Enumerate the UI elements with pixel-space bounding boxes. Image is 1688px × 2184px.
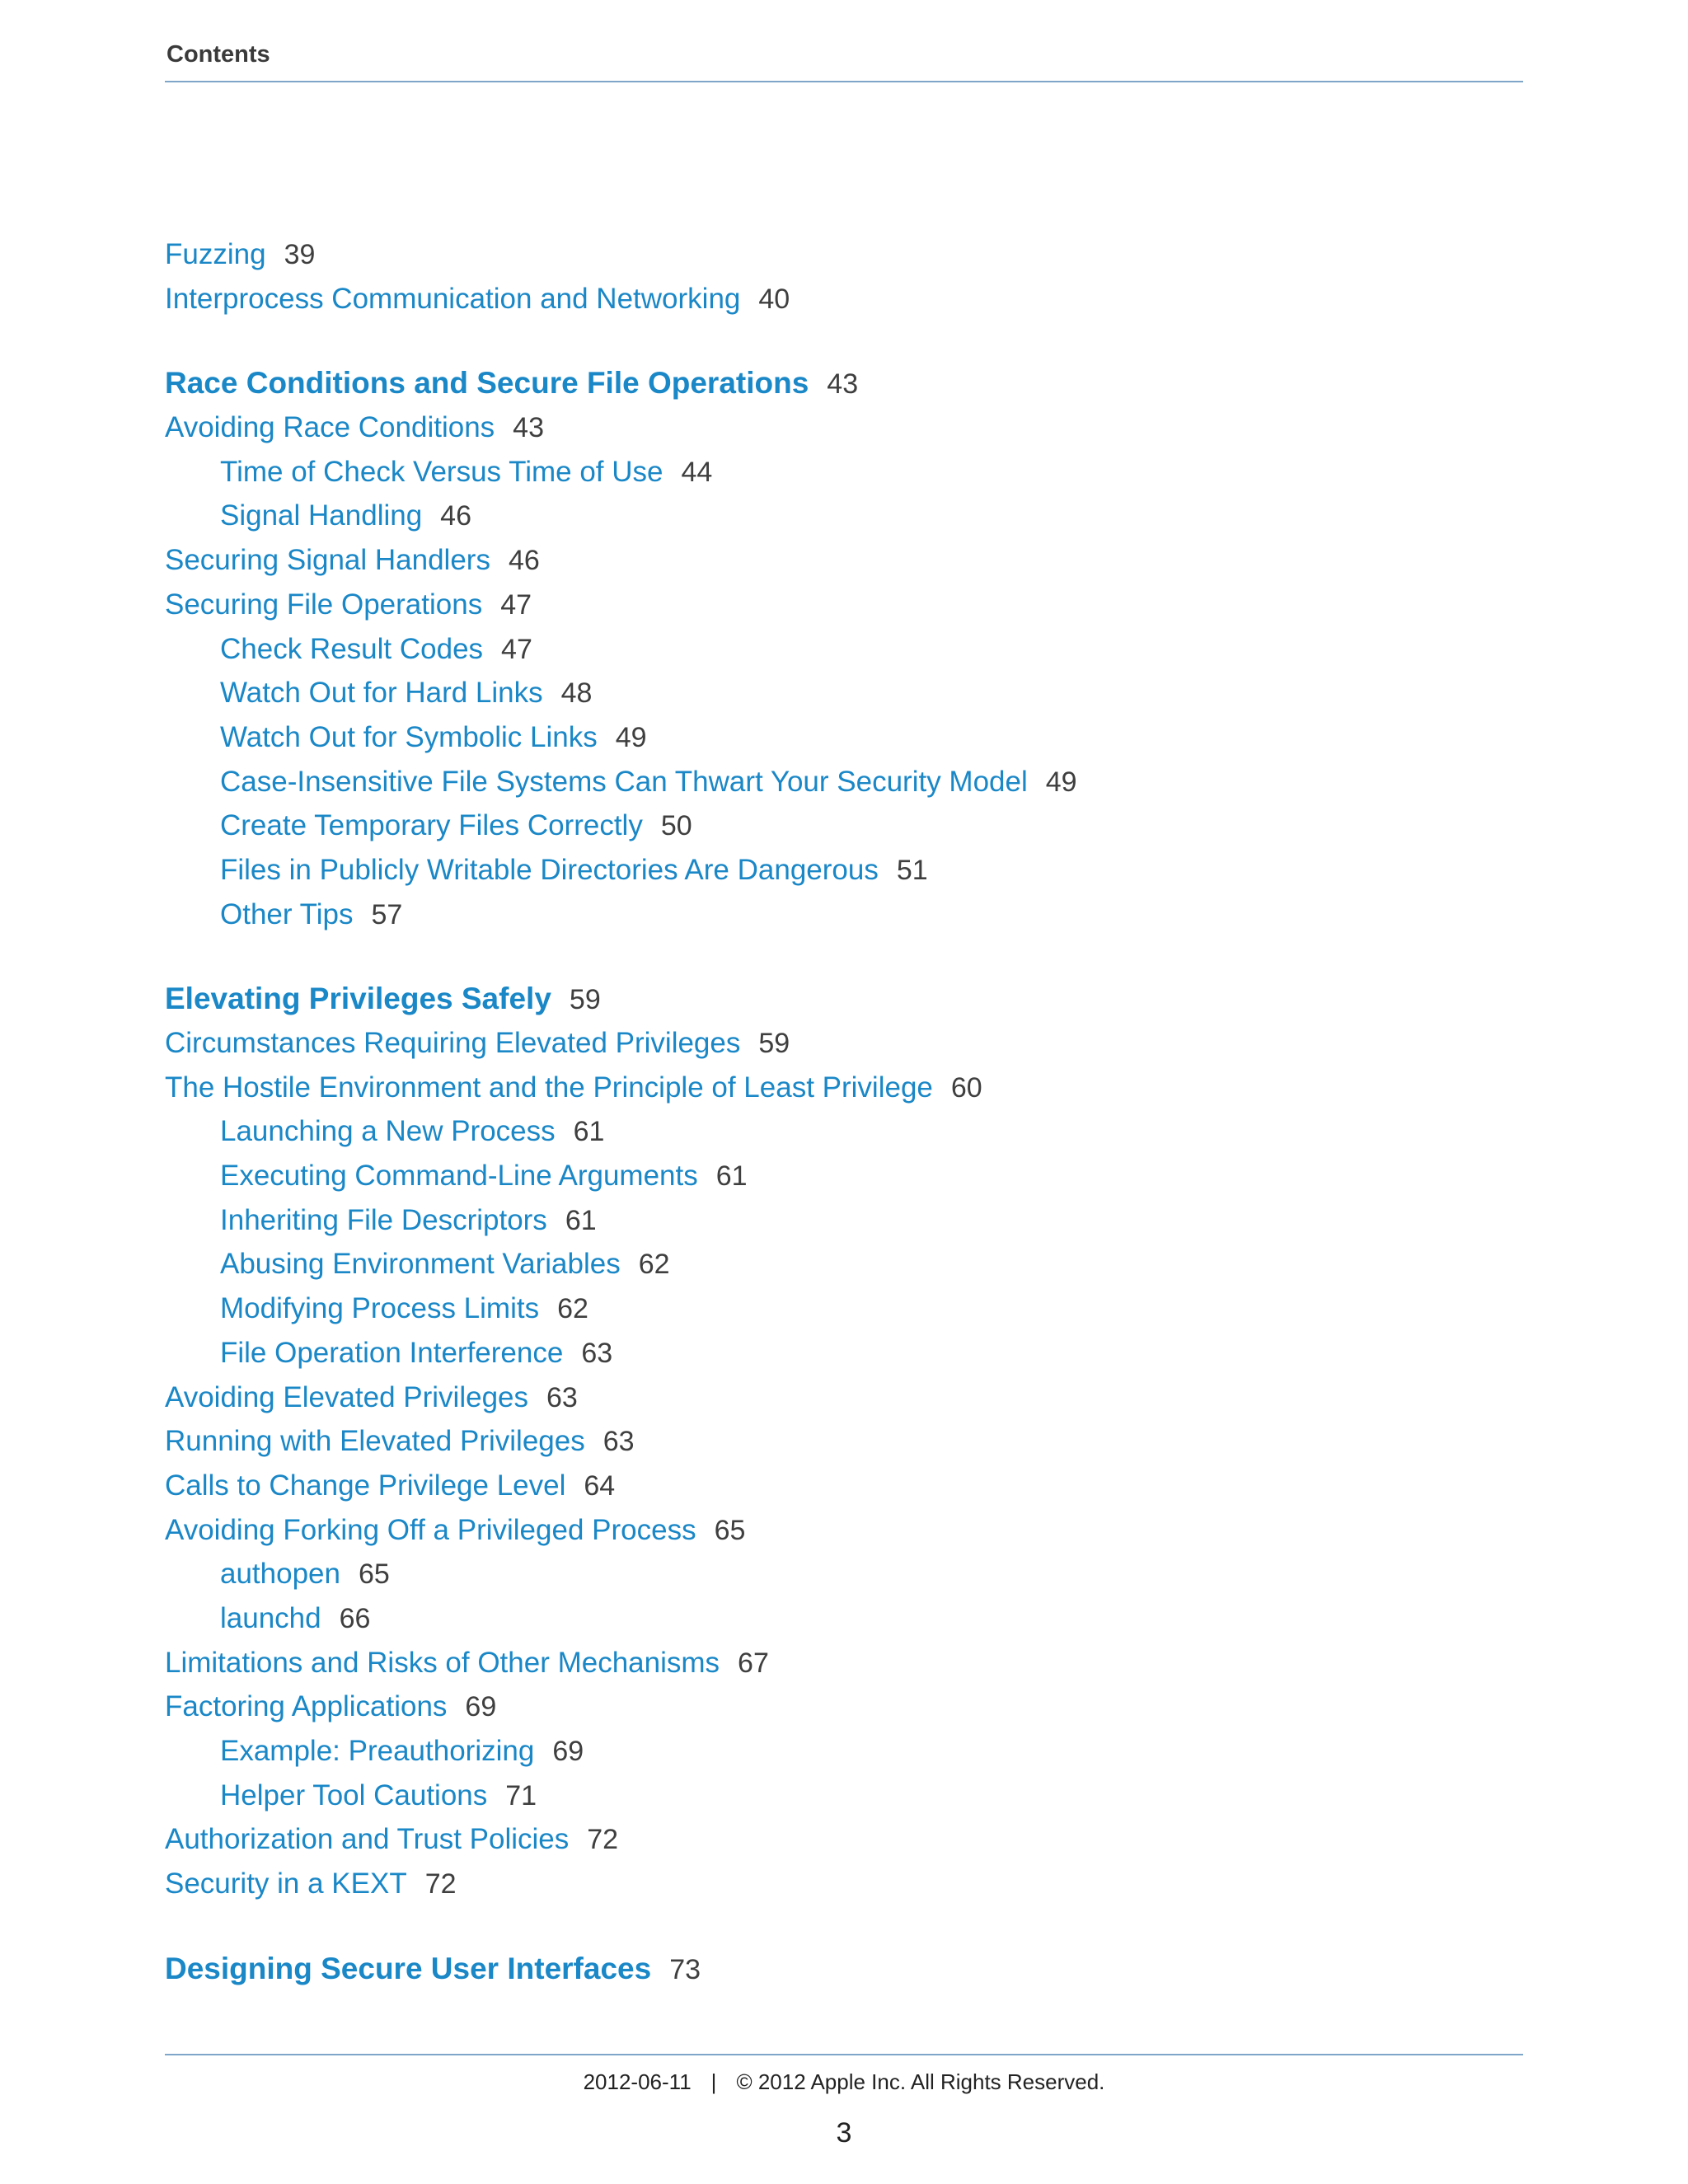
toc-entry	[165, 1242, 1523, 1286]
toc-page-number: 66	[339, 1602, 371, 1634]
toc-entry-link[interactable]: Elevating Privileges Safely	[165, 982, 551, 1016]
toc-entry-link[interactable]: Files in Publicly Writable Directories Are Dangerous	[220, 853, 879, 886]
toc-entry-link[interactable]: Race Conditions and Secure File Operations	[165, 366, 809, 401]
toc-entry-link[interactable]: Avoiding Forking Off a Privileged Process	[165, 1513, 696, 1546]
toc-entry	[165, 405, 1523, 450]
toc-entry-link[interactable]: Abusing Environment Variables	[220, 1248, 621, 1281]
toc-entry-link[interactable]: Calls to Change Privilege Level	[165, 1469, 566, 1502]
toc-page-number: 49	[615, 721, 647, 753]
toc-chapter	[165, 361, 1523, 405]
toc-entry	[165, 715, 1523, 760]
toc-entry-link[interactable]: Example: Preauthorizing	[220, 1735, 535, 1767]
toc-entry-link[interactable]: Watch Out for Symbolic Links	[220, 720, 598, 753]
footer-date: 2012-06-11	[583, 2069, 692, 2094]
toc-entry	[165, 1817, 1523, 1862]
toc-entry-link[interactable]: Watch Out for Hard Links	[220, 677, 543, 710]
toc-page-number: 50	[660, 810, 692, 842]
toc-entry-link[interactable]: Inheriting File Descriptors	[220, 1203, 547, 1236]
page-number: 3	[836, 2117, 852, 2149]
toc-entry	[165, 232, 1523, 277]
toc-entry-link[interactable]: Avoiding Elevated Privileges	[165, 1380, 529, 1413]
toc-entry	[165, 1685, 1523, 1729]
toc-entry-link[interactable]: Securing File Operations	[165, 588, 483, 621]
toc-entry	[165, 1419, 1523, 1464]
toc-entry-link[interactable]: Security in a KEXT	[165, 1868, 407, 1900]
toc-entry-link[interactable]: Other Tips	[220, 898, 354, 930]
toc-entry-link[interactable]: Designing Secure User Interfaces	[165, 1951, 652, 1985]
toc-entry	[165, 1154, 1523, 1198]
toc-entry-link[interactable]: Create Temporary Files Correctly	[220, 809, 643, 842]
toc-page-number: 65	[358, 1558, 390, 1591]
toc-entry	[165, 1508, 1523, 1553]
toc-entry	[165, 583, 1523, 627]
toc-entry-link[interactable]: Running with Elevated Privileges	[165, 1425, 585, 1458]
toc-entry	[165, 1464, 1523, 1508]
toc-entry	[165, 1641, 1523, 1685]
toc-page-number: 61	[573, 1116, 605, 1148]
toc-page-number: 64	[584, 1469, 616, 1502]
toc-entry-link[interactable]: The Hostile Environment and the Principle of Least Privilege	[165, 1071, 933, 1104]
toc-entry	[165, 804, 1523, 848]
toc-page-number: 43	[827, 368, 859, 401]
toc-entry-link[interactable]: Factoring Applications	[165, 1690, 448, 1723]
toc-chapter	[165, 1947, 1523, 1991]
toc-page-number: 71	[505, 1779, 537, 1811]
toc-entry-link[interactable]: Check Result Codes	[220, 632, 484, 665]
toc-entry	[165, 1109, 1523, 1154]
toc-page-number: 61	[565, 1204, 597, 1236]
toc-page-number: 48	[560, 677, 593, 710]
toc-page-number: 39	[284, 239, 316, 270]
toc-page-number: 59	[569, 984, 601, 1016]
toc-page-number: 73	[669, 1953, 701, 1985]
toc-entry-link[interactable]: Signal Handling	[220, 499, 423, 532]
toc-page-number: 72	[587, 1824, 619, 1856]
table-of-contents	[165, 232, 1523, 1990]
toc-entry	[165, 893, 1523, 937]
toc-entry-link[interactable]: Authorization and Trust Policies	[165, 1823, 570, 1856]
toc-entry	[165, 1198, 1523, 1243]
toc-entry-link[interactable]: Time of Check Versus Time of Use	[220, 455, 663, 488]
toc-page-number: 72	[424, 1868, 457, 1900]
toc-entry-link[interactable]: Circumstances Requiring Elevated Privileges	[165, 1027, 741, 1059]
toc-entry	[165, 1376, 1523, 1420]
toc-entry	[165, 1596, 1523, 1641]
toc-entry	[165, 1286, 1523, 1331]
toc-entry-link[interactable]: authopen	[220, 1558, 340, 1591]
toc-page-number: 47	[500, 588, 532, 621]
page-header-title: Contents	[166, 41, 270, 68]
toc-entry	[165, 848, 1523, 893]
toc-entry-link[interactable]: Executing Command-Line Arguments	[220, 1160, 698, 1193]
toc-entry-link[interactable]: Case-Insensitive File Systems Can Thwart Your Security Model	[220, 765, 1028, 798]
footer-copyright: © 2012 Apple Inc. All Rights Reserved.	[736, 2069, 1105, 2094]
toc-entry-link[interactable]: launchd	[220, 1601, 321, 1634]
toc-entry	[165, 1331, 1523, 1376]
toc-page-number: 63	[546, 1381, 578, 1413]
toc-entry	[165, 1021, 1523, 1066]
toc-entry-link[interactable]: Fuzzing	[165, 238, 266, 270]
toc-page-number: 62	[557, 1293, 588, 1325]
toc-page-number: 59	[758, 1028, 790, 1059]
toc-entry	[165, 1774, 1523, 1818]
footer-separator: |	[710, 2069, 717, 2094]
toc-entry	[165, 538, 1523, 583]
toc-entry-link[interactable]: Interprocess Communication and Networking	[165, 282, 741, 315]
toc-page-number: 43	[513, 412, 544, 444]
toc-page-number: 51	[896, 854, 928, 886]
toc-page-number: 46	[440, 500, 471, 532]
toc-entry-link[interactable]: Modifying Process Limits	[220, 1292, 540, 1325]
toc-entry	[165, 627, 1523, 672]
toc-entry	[165, 1552, 1523, 1596]
toc-entry-link[interactable]: Limitations and Risks of Other Mechanisms	[165, 1646, 720, 1679]
toc-entry	[165, 1862, 1523, 1906]
toc-page-number: 40	[758, 283, 790, 315]
toc-page-number: 61	[715, 1160, 748, 1193]
toc-entry-link[interactable]: Helper Tool Cautions	[220, 1779, 488, 1811]
toc-page-number: 47	[501, 633, 532, 665]
toc-page-number: 67	[738, 1647, 769, 1679]
toc-page-number: 60	[950, 1071, 982, 1104]
toc-entry-link[interactable]: File Operation Interference	[220, 1336, 564, 1369]
toc-page-number: 65	[714, 1514, 746, 1546]
toc-entry	[165, 1066, 1523, 1110]
toc-page-number: 69	[465, 1691, 497, 1723]
toc-entry-link[interactable]: Launching a New Process	[220, 1115, 556, 1148]
toc-chapter	[165, 977, 1523, 1021]
toc-entry	[165, 1729, 1523, 1774]
toc-entry	[165, 450, 1523, 494]
toc-page-number: 57	[371, 898, 403, 930]
toc-entry	[165, 494, 1523, 538]
toc-page-number: 49	[1045, 766, 1077, 798]
header-divider	[165, 81, 1523, 82]
toc-entry	[165, 760, 1523, 804]
toc-entry-link[interactable]: Securing Signal Handlers	[165, 544, 490, 577]
toc-page-number: 62	[638, 1249, 670, 1281]
toc-page-number: 63	[603, 1426, 635, 1458]
toc-page-number: 44	[681, 456, 713, 488]
footer-divider	[165, 2054, 1523, 2055]
toc-entry-link[interactable]: Avoiding Race Conditions	[165, 411, 495, 444]
toc-page-number: 69	[552, 1736, 584, 1767]
page-footer	[0, 2065, 1688, 2098]
toc-page-number: 63	[581, 1337, 613, 1369]
toc-entry	[165, 277, 1523, 321]
toc-page-number: 46	[508, 545, 540, 577]
toc-entry	[165, 671, 1523, 715]
